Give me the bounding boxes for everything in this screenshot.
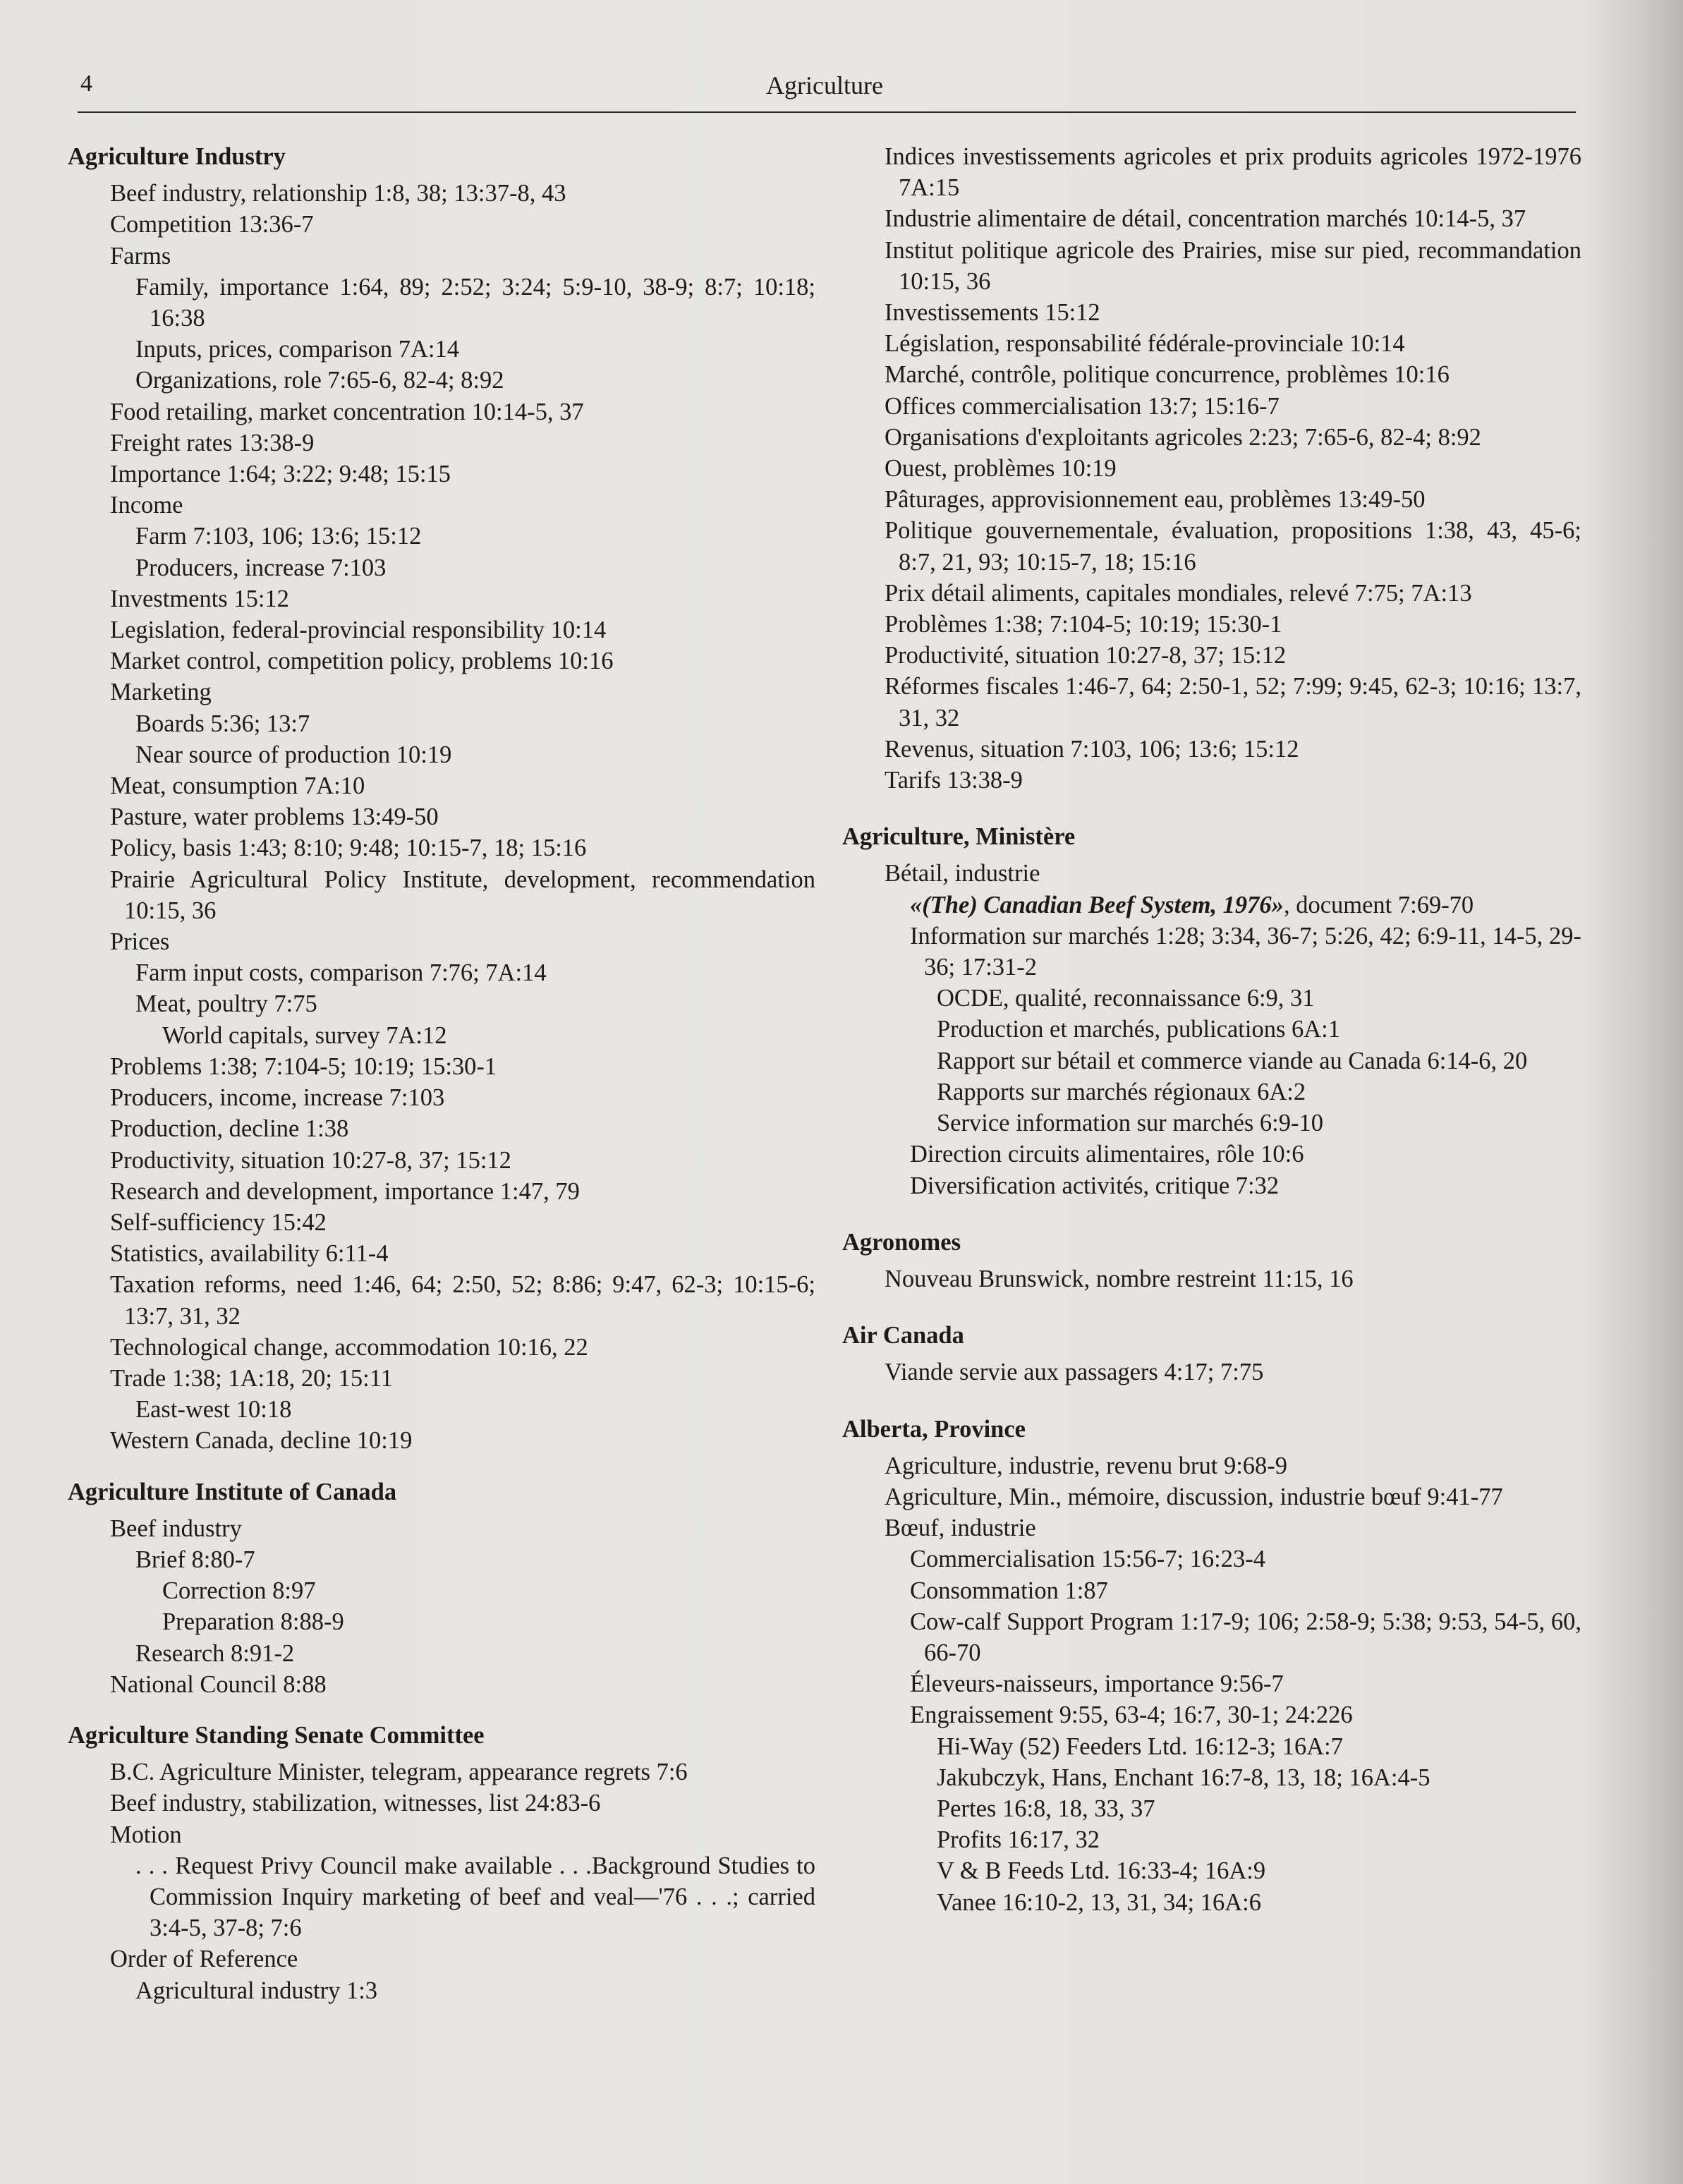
index-entry: Near source of production 10:19 [135, 741, 452, 768]
index-entry: Investments 15:12 [110, 585, 289, 612]
index-entry: Direction circuits alimentaires, rôle 10:6 [910, 1141, 1304, 1168]
index-entry: Agriculture, Min., mémoire, discussion, industrie bœuf 9:41-77 [885, 1483, 1503, 1510]
index-entry: Cow-calf Support Program 1:17-9; 106; 2:58-9; 5:38; 9:53, 54-5, 60, 66-70 [910, 1608, 1581, 1666]
index-entry: Marché, contrôle, politique concurrence, problèmes 10:16 [885, 361, 1450, 389]
index-heading: Air Canada [842, 1322, 964, 1349]
index-section [842, 821, 1581, 1201]
index-entry: Motion [110, 1821, 182, 1848]
index-entry: Inputs, prices, comparison 7A:14 [135, 336, 459, 363]
index-entry: . . . Request Privy Council make available . . .Background Studies to Commission Inquiry marketing of beef and veal—'76 . . .; carried 3:4-5, 37-8; 7:6 [135, 1852, 815, 1942]
index-entry: Indices investissements agricoles et prix produits agricoles 1972-1976 7A:15 [885, 143, 1581, 202]
index-entry: Beef industry, stabilization, witnesses, list 24:83-6 [110, 1790, 601, 1817]
index-entry: Diversification activités, critique 7:32 [910, 1172, 1280, 1199]
index-entry: Rapports sur marchés régionaux 6A:2 [937, 1078, 1306, 1105]
index-entry: Agricultural industry 1:3 [135, 1977, 378, 2004]
index-entry: Research and development, importance 1:47, 79 [110, 1177, 580, 1205]
index-heading: Agriculture Industry [68, 143, 286, 170]
index-entry: Meat, poultry 7:75 [135, 990, 317, 1018]
index-entry: Correction 8:97 [162, 1577, 316, 1605]
index-entry: Income [110, 492, 183, 519]
index-entry: Hi-Way (52) Feeders Ltd. 16:12-3; 16A:7 [937, 1733, 1343, 1760]
index-entry [856, 890, 1581, 921]
index-entry: Technological change, accommodation 10:16, 22 [110, 1333, 588, 1361]
index-entry: East-west 10:18 [135, 1396, 292, 1424]
index-entry: Investissements 15:12 [885, 299, 1100, 327]
index-entry: Order of Reference [110, 1946, 298, 1973]
index-entry: Production, decline 1:38 [110, 1115, 349, 1143]
index-entry: Competition 13:36-7 [110, 211, 314, 238]
index-section [68, 141, 815, 1457]
index-entry: Industrie alimentaire de détail, concentration marchés 10:14-5, 37 [885, 205, 1526, 233]
index-entry: Statistics, availability 6:11-4 [110, 1240, 389, 1268]
index-entry: Service information sur marchés 6:9-10 [937, 1110, 1324, 1137]
index-entry: Family, importance 1:64, 89; 2:52; 3:24; 5:9-10, 38-9; 8:7; 10:18; 16:38 [135, 273, 815, 332]
index-entry: Brief 8:80-7 [135, 1546, 255, 1573]
page-number: 4 [80, 71, 92, 97]
index-section [68, 1720, 815, 2006]
index-section [842, 141, 1581, 796]
index-entry: Beef industry [110, 1515, 242, 1542]
index-entry: Taxation reforms, need 1:46, 64; 2:50, 52; 8:86; 9:47, 62-3; 10:15-6; 13:7, 31, 32 [110, 1271, 815, 1330]
index-entry: Rapport sur bétail et commerce viande au Canada 6:14-6, 20 [937, 1047, 1528, 1074]
index-entry: Freight rates 13:38-9 [110, 429, 315, 456]
left-column [68, 141, 815, 2006]
index-entry: Commercialisation 15:56-7; 16:23-4 [910, 1546, 1266, 1573]
index-entry: Prix détail aliments, capitales mondiales, relevé 7:75; 7A:13 [885, 579, 1472, 607]
right-column [842, 141, 1581, 1918]
index-entry: Pâturages, approvisionnement eau, problèmes 13:49-50 [885, 486, 1426, 514]
index-entry: Market control, competition policy, problems 10:16 [110, 648, 614, 675]
index-entry: Tarifs 13:38-9 [885, 767, 1023, 794]
index-entry: Nouveau Brunswick, nombre restreint 11:15, 16 [885, 1265, 1354, 1292]
index-entry: Engraissement 9:55, 63-4; 16:7, 30-1; 24:226 [910, 1701, 1353, 1729]
index-heading: Agriculture Institute of Canada [68, 1478, 397, 1505]
index-entry: Organizations, role 7:65-6, 82-4; 8:92 [135, 367, 504, 394]
index-entry: National Council 8:88 [110, 1670, 327, 1698]
index-entry: Consommation 1:87 [910, 1577, 1108, 1604]
index-entry: Offices commercialisation 13:7; 15:16-7 [885, 392, 1280, 420]
index-entry: Bétail, industrie [885, 860, 1040, 887]
index-entry: Ouest, problèmes 10:19 [885, 455, 1117, 483]
index-entry: Boards 5:36; 13:7 [135, 710, 310, 737]
index-entry: Information sur marchés 1:28; 3:34, 36-7; 5:26, 42; 6:9-11, 14-5, 29-36; 17:31-2 [910, 922, 1581, 981]
index-entry: Producers, income, increase 7:103 [110, 1084, 445, 1112]
index-entry: Legislation, federal-provincial responsibility 10:14 [110, 617, 607, 644]
index-heading: Agriculture, Ministère [842, 823, 1076, 851]
index-entry: Réformes fiscales 1:46-7, 64; 2:50-1, 52; 7:99; 9:45, 62-3; 10:16; 13:7, 31, 32 [885, 673, 1581, 732]
index-entry: Éleveurs-naisseurs, importance 9:56-7 [910, 1670, 1284, 1698]
index-entry: Problèmes 1:38; 7:104-5; 10:19; 15:30-1 [885, 611, 1282, 638]
index-entry: Marketing [110, 679, 212, 706]
index-entry: World capitals, survey 7A:12 [162, 1021, 447, 1049]
index-heading: Alberta, Province [842, 1415, 1026, 1443]
index-entry: OCDE, qualité, reconnaissance 6:9, 31 [937, 985, 1315, 1012]
index-entry: Politique gouvernementale, évaluation, propositions 1:38, 43, 45-6; 8:7, 21, 93; 10:15-7, 18; 15:16 [885, 517, 1581, 576]
index-entry: Prairie Agricultural Policy Institute, development, recommendation 10:15, 36 [110, 866, 815, 924]
index-entry: Pasture, water problems 13:49-50 [110, 803, 439, 831]
index-entry: Importance 1:64; 3:22; 9:48; 15:15 [110, 461, 451, 488]
index-entry: Farms [110, 242, 171, 269]
index-entry: Productivité, situation 10:27-8, 37; 15:12 [885, 642, 1287, 669]
index-section [842, 1414, 1581, 1918]
index-entry: Profits 16:17, 32 [937, 1826, 1100, 1854]
index-entry: Research 8:91-2 [135, 1639, 295, 1667]
index-entry: Prices [110, 928, 170, 956]
index-entry: B.C. Agriculture Minister, telegram, appearance regrets 7:6 [110, 1759, 688, 1786]
index-heading: Agriculture Standing Senate Committee [68, 1721, 485, 1749]
index-entry: Institut politique agricole des Prairies, mise sur pied, recommandation 10:15, 36 [885, 236, 1581, 295]
index-section [68, 1476, 815, 1700]
index-entry: Meat, consumption 7A:10 [110, 772, 365, 800]
index-entry-title: «(The) Canadian Beef System, 1976» [910, 891, 1284, 918]
index-entry: Producers, increase 7:103 [135, 554, 387, 581]
index-entry-reference: , document 7:69-70 [1283, 891, 1474, 918]
index-entry: Preparation 8:88-9 [162, 1608, 344, 1636]
index-entry: Production et marchés, publications 6A:1 [937, 1016, 1341, 1043]
index-entry: Food retailing, market concentration 10:14-5, 37 [110, 398, 584, 425]
index-entry: Problems 1:38; 7:104-5; 10:19; 15:30-1 [110, 1052, 497, 1080]
index-entry: Viande servie aux passagers 4:17; 7:75 [885, 1359, 1264, 1386]
index-entry: Farm input costs, comparison 7:76; 7A:14 [135, 959, 547, 987]
index-entry: Trade 1:38; 1A:18, 20; 15:11 [110, 1364, 393, 1392]
index-entry: Législation, responsabilité fédérale-provinciale 10:14 [885, 330, 1405, 358]
index-entry: Revenus, situation 7:103, 106; 13:6; 15:12 [885, 735, 1299, 763]
header-rule [78, 111, 1576, 113]
index-entry: Vanee 16:10-2, 13, 31, 34; 16A:6 [937, 1888, 1261, 1916]
index-entry: Policy, basis 1:43; 8:10; 9:48; 10:15-7, 18; 15:16 [110, 835, 587, 862]
running-head: Agriculture [766, 71, 883, 99]
index-entry: Beef industry, relationship 1:8, 38; 13:37-8, 43 [110, 180, 566, 207]
index-entry: Agriculture, industrie, revenu brut 9:68-9 [885, 1452, 1288, 1479]
index-entry: Farm 7:103, 106; 13:6; 15:12 [135, 523, 422, 550]
index-entry: Jakubczyk, Hans, Enchant 16:7-8, 13, 18; 16A:4-5 [937, 1764, 1430, 1791]
index-entry: Bœuf, industrie [885, 1515, 1036, 1542]
index-section [842, 1227, 1581, 1294]
index-section [842, 1320, 1581, 1388]
index-entry: Pertes 16:8, 18, 33, 37 [937, 1795, 1155, 1822]
index-heading: Agronomes [842, 1228, 961, 1256]
index-entry: V & B Feeds Ltd. 16:33-4; 16A:9 [937, 1857, 1266, 1885]
index-entry: Western Canada, decline 10:19 [110, 1427, 413, 1455]
index-entry: Organisations d'exploitants agricoles 2:23; 7:65-6, 82-4; 8:92 [885, 423, 1481, 451]
index-entry: Productivity, situation 10:27-8, 37; 15:12 [110, 1146, 511, 1174]
index-entry: Self-sufficiency 15:42 [110, 1208, 327, 1236]
